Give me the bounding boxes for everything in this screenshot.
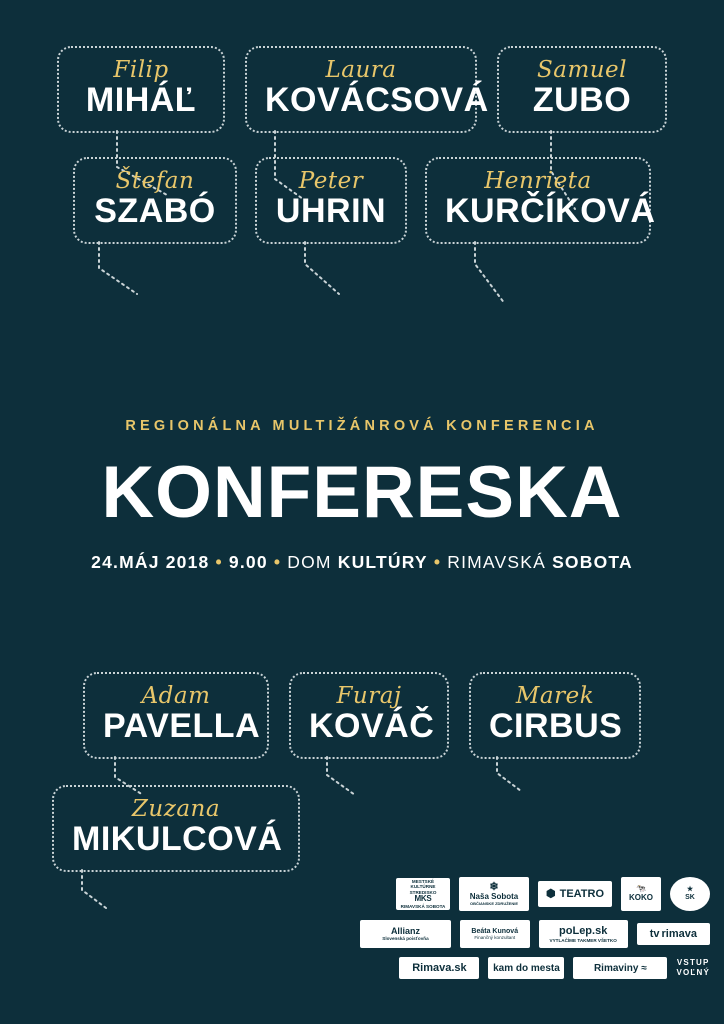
sponsor-polep-line1: poLep.sk — [559, 925, 608, 938]
sponsor-mks-line3: RIMAVSKÁ SOBOTA — [400, 903, 446, 909]
sponsor-allianz-line2: Slovenská poisťovňa — [382, 936, 429, 942]
speaker-last-name: CIRBUS — [489, 707, 623, 746]
sponsor-nasa-sobota-line1: Naša Sobota — [469, 891, 519, 901]
speaker-first-name: Peter — [298, 168, 364, 195]
sponsor-koko-label: KOKO — [629, 893, 653, 902]
speaker-first-name: Marek — [515, 683, 595, 709]
hexagon-icon: ⬢ — [545, 887, 556, 900]
sponsor-nasa-sobota-line2: OBČIANSKE ZDRUŽENIE — [469, 900, 518, 906]
sponsor-row-1 — [360, 877, 710, 911]
speaker-first-name: Henrieta — [484, 168, 592, 195]
sponsor-logos — [360, 877, 710, 988]
sponsor-allianz-line1: Allianz — [390, 925, 420, 936]
speaker-first-name: Zuzana — [131, 796, 221, 823]
sponsor-row-2 — [360, 920, 710, 948]
speaker-last-name: MIHÁĽ — [85, 81, 197, 120]
speakers-top-group — [0, 46, 724, 244]
speaker-last-name: PAVELLA — [103, 707, 261, 746]
shield-icon: ★ — [686, 886, 694, 894]
event-details — [0, 552, 724, 573]
speaker-last-name: KURČÍKOVÁ — [445, 192, 656, 231]
speaker-last-name: UHRIN — [275, 192, 387, 231]
sponsor-mks-line2: MKS — [414, 893, 432, 903]
page-title: KONFERESKA — [101, 452, 623, 533]
sponsor-sk-label: SK — [685, 894, 695, 901]
speaker-first-name: Filip — [113, 57, 169, 83]
speaker-bubble — [52, 785, 300, 872]
event-date: 24.MÁJ 2018 — [91, 552, 210, 573]
speaker-row-4 — [0, 785, 724, 872]
leaf-icon: ❄ — [489, 880, 499, 893]
speaker-last-name: MIKULCOVÁ — [72, 820, 283, 859]
sponsor-logo-koko — [621, 877, 661, 911]
speaker-bubble — [497, 46, 667, 133]
sponsor-mks-line1: MESTSKÉ KULTÚRNE STREDISKO — [409, 879, 437, 895]
sponsor-tv-line2: rimava — [661, 927, 697, 940]
sponsor-logo-sk-club — [670, 877, 710, 911]
sponsor-polep-line2: VYTLAČÍME TAKMER VŠETKO — [549, 937, 617, 943]
speaker-row-3 — [0, 672, 724, 759]
speaker-first-name: Furaj — [336, 683, 402, 709]
sponsor-row-3 — [360, 957, 710, 979]
speaker-bubble — [57, 46, 225, 133]
kicker-text: REGIONÁLNA MULTIŽÁNROVÁ KONFERENCIA — [125, 418, 599, 434]
speaker-first-name: Adam — [141, 683, 211, 709]
speaker-bubble — [255, 157, 407, 244]
entry-line1: VSTUP — [676, 957, 710, 967]
speaker-bubble — [83, 672, 269, 759]
title-block — [0, 418, 724, 573]
sponsor-kam-label: kam do mesta — [493, 962, 560, 974]
speaker-first-name: Laura — [325, 57, 397, 83]
sponsor-bk-line1: Beáta Kunová — [471, 927, 519, 935]
sponsor-logo-allianz — [360, 920, 451, 948]
event-time: 9.00 — [228, 552, 268, 573]
sponsor-logo-beata-kunova — [460, 920, 530, 948]
wave-icon: ≈ — [641, 962, 647, 974]
speaker-bubble — [425, 157, 656, 244]
city-prefix: RIMAVSKÁ — [447, 552, 546, 573]
speaker-first-name: Štefan — [115, 168, 195, 195]
sponsor-teatro-label: TEATRO — [559, 887, 604, 900]
city-name: SOBOTA — [552, 552, 633, 573]
speaker-last-name: KOVÁČ — [309, 707, 435, 746]
separator-dot: • — [273, 552, 282, 573]
speakers-bottom-group — [0, 672, 724, 872]
speaker-bubble — [73, 157, 237, 244]
separator-dot: • — [433, 552, 442, 573]
entry-note — [676, 958, 710, 979]
sponsor-rimava-label: Rimava.sk — [412, 961, 467, 974]
speaker-last-name: SZABÓ — [94, 192, 216, 231]
speaker-last-name: ZUBO — [532, 81, 632, 120]
venue-prefix: DOM — [287, 552, 332, 573]
speaker-first-name: Samuel — [536, 57, 628, 83]
speaker-last-name: KOVÁCSOVÁ — [265, 81, 489, 120]
venue-name: KULTÚRY — [337, 552, 428, 573]
entry-line2: VOĽNÝ — [676, 968, 710, 977]
sponsor-logo-tv-rimava — [637, 923, 710, 945]
speaker-row-2 — [0, 157, 724, 244]
speaker-row-1 — [0, 46, 724, 133]
speaker-bubble — [289, 672, 449, 759]
sponsor-logo-nasa-sobota — [459, 877, 529, 911]
sponsor-logo-mks — [396, 878, 450, 910]
speaker-bubble — [245, 46, 489, 133]
sponsor-logo-rimaviny — [573, 957, 667, 979]
sponsor-tv-line1: tv — [649, 927, 660, 940]
cow-icon: 🐄 — [636, 884, 646, 894]
sponsor-logo-kam-do-mesta — [488, 957, 564, 979]
sponsor-logo-rimava-sk — [399, 957, 479, 979]
sponsor-logo-polep — [539, 920, 628, 948]
sponsor-bk-line2: Finančný konzultant — [474, 935, 516, 941]
speaker-bubble — [469, 672, 641, 759]
separator-dot: • — [215, 552, 223, 573]
sponsor-logo-teatro — [538, 881, 612, 907]
sponsor-rimaviny-label: Rimaviny — [593, 962, 639, 974]
